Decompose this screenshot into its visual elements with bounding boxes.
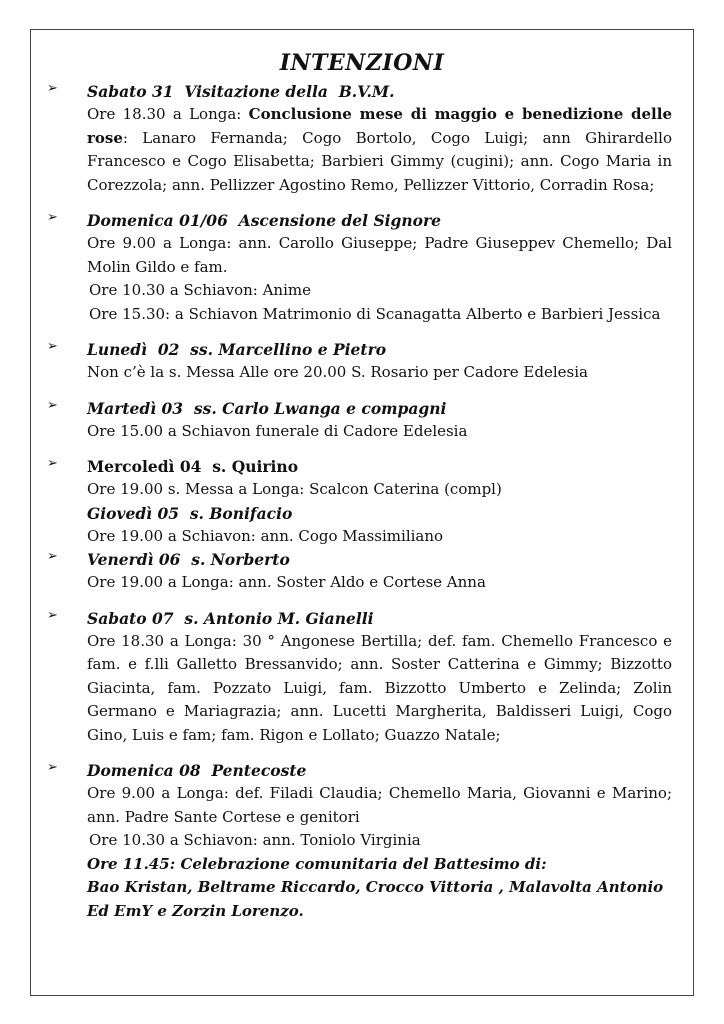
arrow-bullet-icon: ➢ bbox=[47, 397, 58, 413]
arrow-bullet-icon: ➢ bbox=[47, 760, 58, 775]
entry-text: Non c’è la s. Messa Alle ore 20.00 S. Rosario per Cadore Edelesia bbox=[87, 363, 588, 381]
entry-domenica-01 bbox=[0, 209, 724, 326]
entry-heading: Lunedì 02 ss. Marcellino e Pietro bbox=[87, 340, 387, 359]
entry-text: Ore 19.00 a Schiavon: ann. Cogo Massimiliano bbox=[87, 526, 444, 545]
entry-domenica-08 bbox=[0, 759, 724, 923]
baptism-names: Ed EmY e Zorzin Lorenzo. bbox=[87, 901, 304, 920]
arrow-bullet-icon: ➢ bbox=[47, 549, 58, 564]
arrow-bullet-icon: ➢ bbox=[47, 339, 58, 354]
entry-text: Ore 10.30 a Schiavon: Anime bbox=[89, 281, 311, 299]
entry-subheading: Giovedì 05 s. Bonifacio bbox=[87, 503, 293, 523]
arrow-bullet-icon: ➢ bbox=[47, 210, 58, 225]
entry-text: Ore 18.30 a Longa: Conclusione mese di maggio e benedizione delle rose: Lanaro Fernanda; Cogo Bortolo, Cogo Luigi; ann Ghirardello Francesco e Cogo Elisabetta; Barbieri Gimmy (cugini); ann. Cogo Maria in Corezzola; ann. Pellizzer Agostino Remo, Pellizzer Vittorio, Corradin Rosa; bbox=[87, 105, 672, 194]
entry-heading: Sabato 07 s. Antonio M. Gianelli bbox=[87, 608, 374, 628]
entry-mercoledi-04 bbox=[0, 455, 724, 548]
entry-text: Ore 19.00 s. Messa a Longa: Scalcon Caterina (compl) bbox=[87, 480, 502, 498]
baptism-heading: Ore 11.45: Celebrazione comunitaria del Battesimo di: bbox=[87, 854, 547, 873]
entry-text: Ore 9.00 a Longa: ann. Carollo Giuseppe; Padre Giuseppev Chemello; Dal Molin Gildo e fam. bbox=[87, 234, 672, 276]
entry-text: Ore 19.00 a Longa: ann. Soster Aldo e Cortese Anna bbox=[87, 573, 486, 591]
arrow-bullet-icon: ➢ bbox=[47, 456, 58, 471]
entry-text: Ore 18.30 a Longa: 30 ° Angonese Bertilla; def. fam. Chemello Francesco e fam. e f.lli Galletto Bressanvido; ann. Soster Catterina e Gimmy; Bizzotto Giacinta, fam. Pozzato Luigi, fam. Bizzotto Umberto e Zelinda; Zolin Germano e Mariagrazia; ann. Lucetti Margherita, Baldisseri Luigi, Cogo Gino, Luis e fam; fam. Rigon e Lollato; Guazzo Natale; bbox=[87, 631, 672, 744]
entry-sabato-07 bbox=[0, 607, 724, 748]
entry-sabato-31 bbox=[0, 80, 724, 197]
entry-text: Ore 15.00 a Schiavon funerale di Cadore Edelesia bbox=[87, 421, 468, 440]
arrow-bullet-icon: ➢ bbox=[47, 607, 58, 623]
intentions-list bbox=[0, 80, 724, 935]
entry-lunedi-02 bbox=[0, 338, 724, 385]
entry-venerdi-06 bbox=[0, 548, 724, 595]
baptism-names: Bao Kristan, Beltrame Riccardo, Crocco Vittoria , Malavolta Antonio bbox=[87, 878, 664, 896]
entry-heading: Domenica 01/06 Ascensione del Signore bbox=[87, 211, 442, 230]
entry-heading: Sabato 31 Visitazione della B.V.M. bbox=[87, 82, 395, 101]
entry-heading: Mercoledì 04 s. Quirino bbox=[87, 457, 299, 476]
entry-heading: Martedì 03 ss. Carlo Lwanga e compagni bbox=[87, 398, 447, 418]
highlight-text: Conclusione mese di maggio e benedizione delle rose bbox=[87, 105, 672, 147]
entry-martedi-03 bbox=[0, 397, 724, 444]
entry-heading: Domenica 08 Pentecoste bbox=[87, 761, 307, 780]
entry-text: Ore 9.00 a Longa: def. Filadi Claudia; Chemello Maria, Giovanni e Marino; ann. Padre Sante Cortese e genitori bbox=[87, 784, 672, 826]
page-title: INTENZIONI bbox=[279, 50, 445, 76]
entry-heading: Venerdì 06 s. Norberto bbox=[87, 550, 290, 569]
arrow-bullet-icon: ➢ bbox=[47, 81, 58, 96]
entry-text: Ore 15.30: a Schiavon Matrimonio di Scanagatta Alberto e Barbieri Jessica bbox=[89, 304, 661, 323]
entry-text: Ore 10.30 a Schiavon: ann. Toniolo Virginia bbox=[89, 831, 421, 849]
